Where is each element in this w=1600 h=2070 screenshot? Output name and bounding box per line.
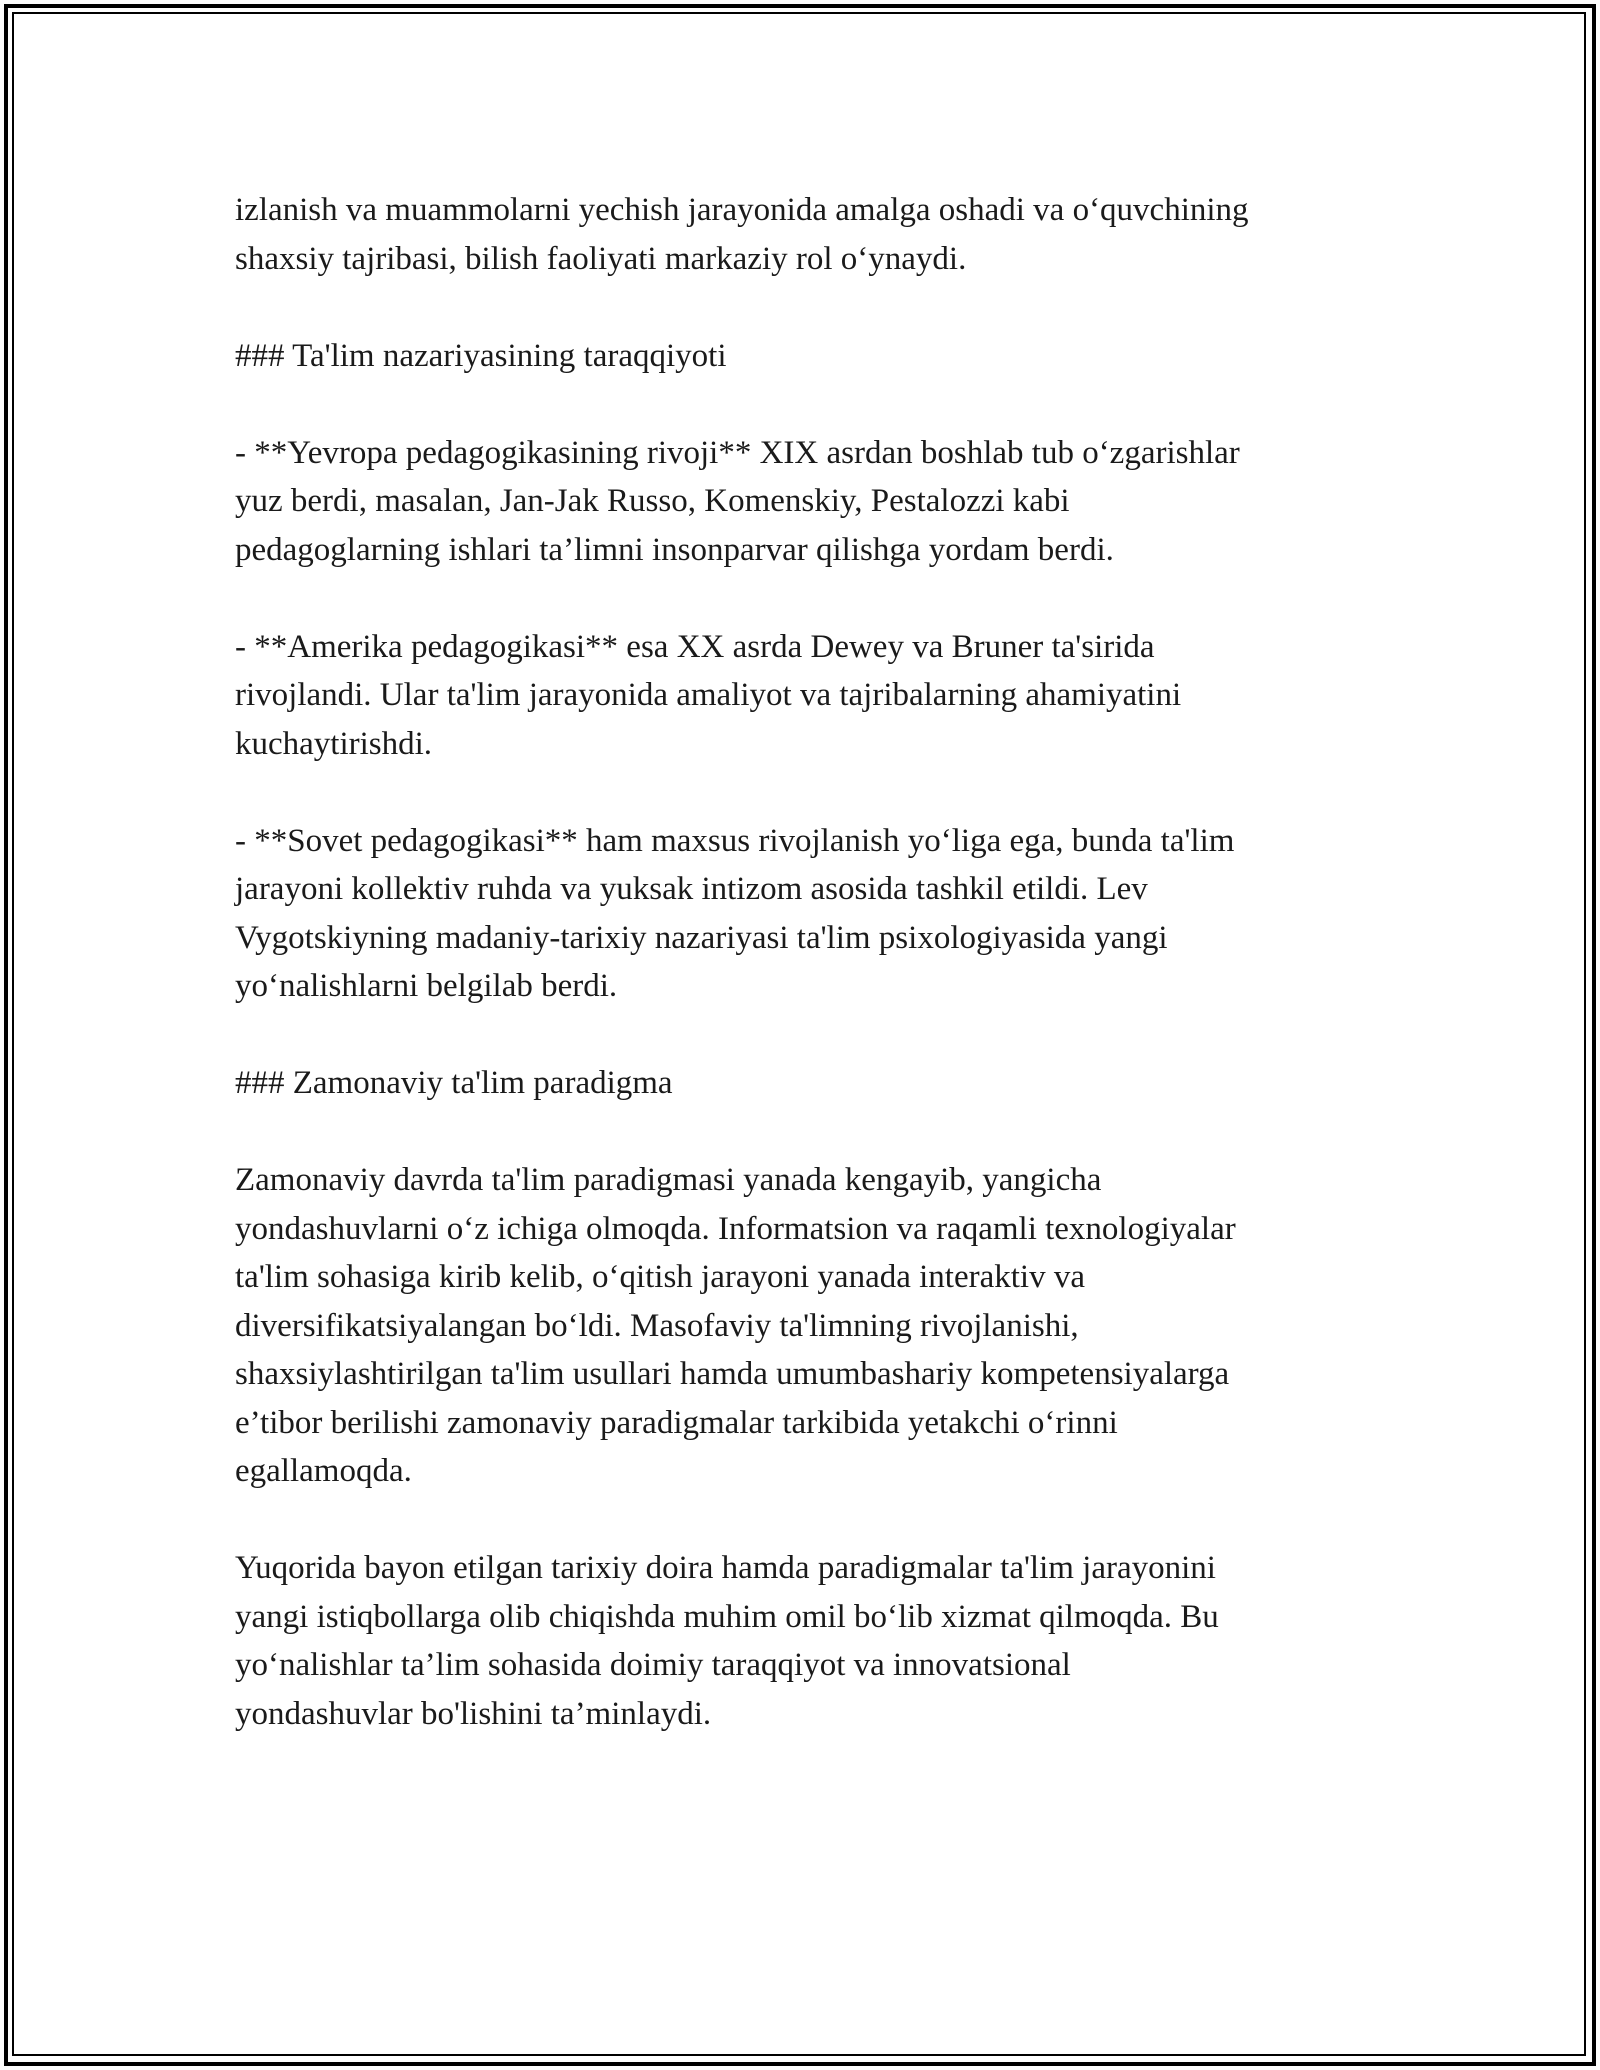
text-line: yo‘nalishlarni belgilab berdi.: [235, 968, 618, 1004]
text-line: Vygotskiyning madaniy-tarixiy nazariyasi ta'lim psixologiyasida yangi: [235, 919, 1168, 956]
paragraph: [235, 1156, 1375, 1496]
text-line: diversifikatsiyalangan bo‘ldi. Masofaviy ta'limning rivojlanishi,: [235, 1307, 1079, 1344]
text-line: egallamoqda.: [235, 1453, 412, 1489]
text-line: ta'lim sohasiga kirib kelib, o‘qitish jarayoni yanada interaktiv va: [235, 1259, 1085, 1295]
text-line: Yuqorida bayon etilgan tarixiy doira hamda paradigmalar ta'lim jarayonini: [235, 1550, 1216, 1586]
list-item: [235, 817, 1375, 1011]
section-heading: [235, 1059, 1375, 1108]
text-line: izlanish va muammolarni yechish jarayonida amalga oshadi va o‘quvchining: [235, 192, 1249, 228]
section-heading: [235, 332, 1375, 381]
text-line: yangi istiqbollarga olib chiqishda muhim omil bo‘lib xizmat qilmoqda. Bu: [235, 1598, 1219, 1635]
text-line: pedagoglarning ishlari ta’limni insonparvar qilishga yordam berdi.: [235, 531, 1114, 568]
heading-text: ### Zamonaviy ta'lim paradigma: [235, 1065, 673, 1101]
paragraph: [235, 1544, 1375, 1738]
text-line: - **Yevropa pedagogikasining rivoji** XIX asrdan boshlab tub o‘zgarishlar: [235, 434, 1240, 471]
list-item: [235, 429, 1375, 575]
text-line: shaxsiylashtirilgan ta'lim usullari hamda umumbashariy kompetensiyalarga: [235, 1356, 1230, 1392]
text-line: shaxsiy tajribasi, bilish faoliyati markaziy rol o‘ynaydi.: [235, 240, 967, 277]
text-line: - **Sovet pedagogikasi** ham maxsus rivojlanish yo‘liga ega, bunda ta'lim: [235, 822, 1235, 859]
text-line: yondashuvlarni o‘z ichiga olmoqda. Informatsion va raqamli texnologiyalar: [235, 1210, 1236, 1247]
paragraph: [235, 186, 1375, 283]
document-body: [235, 186, 1375, 1787]
text-line: rivojlandi. Ular ta'lim jarayonida amaliyot va tajribalarning ahamiyatini: [235, 677, 1182, 713]
text-line: kuchaytirishdi.: [235, 725, 433, 762]
heading-text: ### Ta'lim nazariyasining taraqqiyoti: [235, 337, 727, 374]
list-item: [235, 623, 1375, 769]
text-line: e’tibor berilishi zamonaviy paradigmalar tarkibida yetakchi o‘rinni: [235, 1404, 1118, 1441]
text-line: yondashuvlar bo'lishini ta’minlaydi.: [235, 1695, 712, 1732]
text-line: - **Amerika pedagogikasi** esa XX asrda Dewey va Bruner ta'sirida: [235, 628, 1155, 665]
text-line: yo‘nalishlar ta’lim sohasida doimiy taraqqiyot va innovatsional: [235, 1647, 1071, 1683]
text-line: Zamonaviy davrda ta'lim paradigmasi yanada kengayib, yangicha: [235, 1162, 1102, 1198]
text-line: yuz berdi, masalan, Jan-Jak Russo, Komenskiy, Pestalozzi kabi: [235, 483, 1070, 519]
text-line: jarayoni kollektiv ruhda va yuksak intizom asosida tashkil etildi. Lev: [235, 871, 1148, 907]
